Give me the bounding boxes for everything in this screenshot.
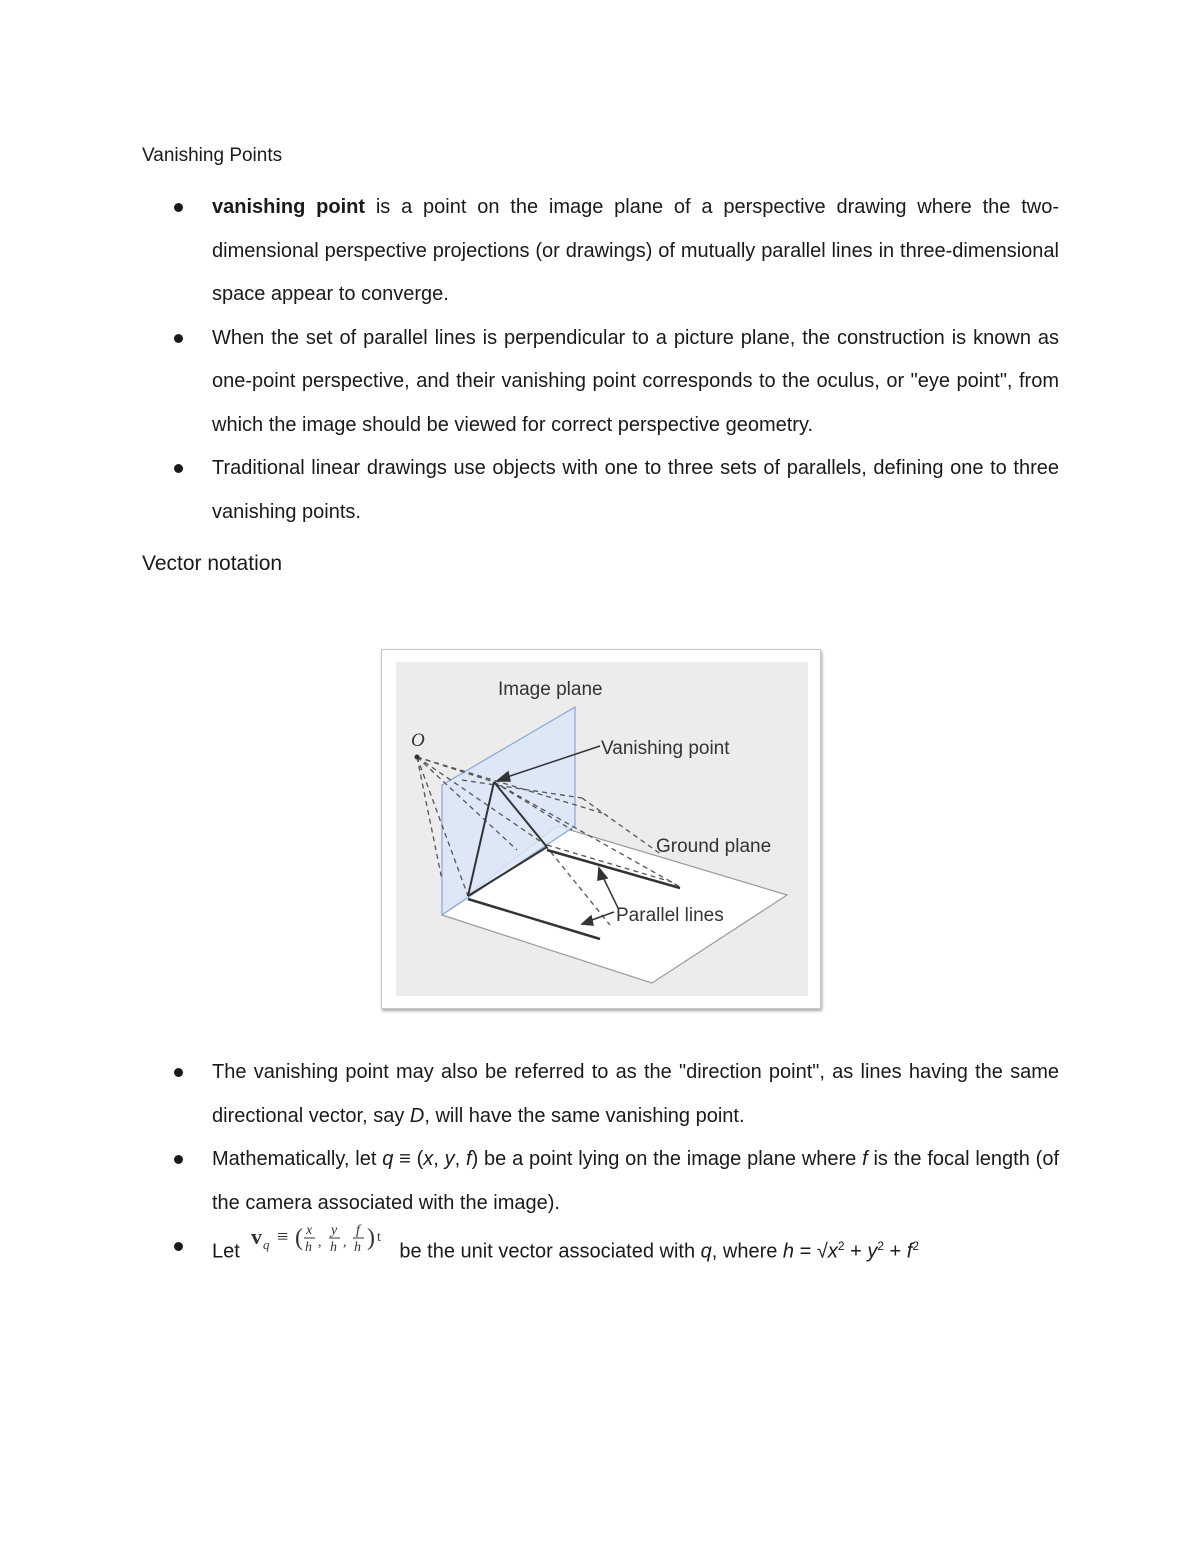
unit-vector-equation (249, 1223, 399, 1274)
heading-vanishing-points: Vanishing Points (142, 145, 283, 166)
math-text: , (454, 1148, 467, 1170)
eq-y: y (331, 1223, 338, 1239)
equation-svg (249, 1222, 399, 1262)
list-item (0, 447, 1059, 534)
var-f: f (862, 1148, 868, 1170)
eq-v: v (251, 1224, 263, 1250)
bullet-list-definitions (0, 186, 1200, 534)
bullet-icon (174, 1242, 183, 1251)
eq-open: ( (295, 1225, 304, 1252)
list-item (0, 1051, 1059, 1138)
eq-t: t (377, 1230, 382, 1246)
var-q: q (382, 1148, 394, 1170)
term-vanishing-point: vanishing point (212, 196, 366, 218)
eq-close: ) (367, 1225, 376, 1252)
math-text: Mathematically, let (212, 1148, 383, 1170)
math-text: ) be a point lying on the image plane where (471, 1148, 863, 1170)
var-h: h (782, 1240, 795, 1263)
eq-h: h (354, 1240, 362, 1256)
eq-h: h (305, 1240, 313, 1256)
var-q: q (700, 1240, 712, 1263)
let-text: Let (212, 1240, 246, 1263)
var-x: x (423, 1148, 434, 1170)
unit-vector-text: + (884, 1240, 907, 1263)
var-x: x (827, 1240, 838, 1263)
unit-vector-text: + (844, 1240, 868, 1263)
diagram-svg (382, 650, 820, 1008)
eq-x: x (306, 1223, 313, 1239)
origin-point-icon (415, 755, 420, 760)
math-text: ≡ ( (393, 1148, 424, 1170)
superscript: 2 (877, 1239, 884, 1253)
var-f: f (466, 1148, 472, 1170)
var-f: f (906, 1240, 913, 1263)
unit-vector-text: = √ (794, 1240, 828, 1263)
var-d: D (409, 1104, 425, 1127)
label-vanishing-point: Vanishing point (601, 738, 730, 759)
list-item (0, 1225, 1059, 1274)
var-y: y (867, 1240, 878, 1263)
direction-point-text-end: , will have the same vanishing point. (424, 1104, 745, 1127)
bullet-icon (174, 464, 183, 473)
label-image-plane: Image plane (498, 679, 603, 700)
label-parallel-lines: Parallel lines (616, 905, 724, 926)
list-item (0, 186, 1059, 317)
linear-drawings-text: Traditional linear drawings use objects with one to three sets of parallels, defining one to three vanishing points. (212, 457, 1059, 523)
label-ground-plane: Ground plane (656, 836, 772, 857)
eq-equiv: ≡ (277, 1226, 289, 1249)
bullet-icon (174, 203, 183, 212)
bullet-list-vectors (0, 1051, 1200, 1274)
definition-text: is a point on the image plane of a perspective drawing where the two-dimensional perspective projections (or drawings) of mutually parallel lines in three-dimensional space appear to converge. (212, 196, 1059, 305)
vanishing-point-diagram (381, 649, 821, 1009)
bullet-icon (174, 1155, 183, 1164)
list-item (0, 1138, 1059, 1225)
eq-comma: , (343, 1235, 347, 1251)
var-y: y (444, 1148, 455, 1170)
one-point-perspective-text: When the set of parallel lines is perpendicular to a picture plane, the construction is known as one-point perspective, and their vanishing point corresponds to the oculus, or "eye point", from which the image should be viewed for correct perspective geometry. (212, 326, 1059, 436)
heading-vector-notation: Vector notation (142, 552, 283, 575)
unit-vector-text: , where (711, 1240, 783, 1263)
unit-vector-text: be the unit vector associated with (399, 1240, 701, 1263)
bullet-icon (174, 1068, 183, 1077)
eq-h: h (330, 1240, 338, 1256)
math-text: is the focal length (of the camera associated with the image). (212, 1148, 1060, 1214)
eq-f: f (356, 1223, 361, 1239)
bullet-icon (174, 334, 183, 343)
math-text: , (433, 1148, 445, 1170)
superscript: 2 (912, 1239, 920, 1253)
eq-comma: , (318, 1235, 322, 1251)
list-item (0, 317, 1059, 448)
direction-point-text: The vanishing point may also be referred to as the "direction point", as lines having the same directional vector, say (212, 1061, 1059, 1127)
eq-q: q (263, 1237, 270, 1253)
superscript: 2 (837, 1239, 845, 1253)
label-origin: O (411, 730, 425, 751)
